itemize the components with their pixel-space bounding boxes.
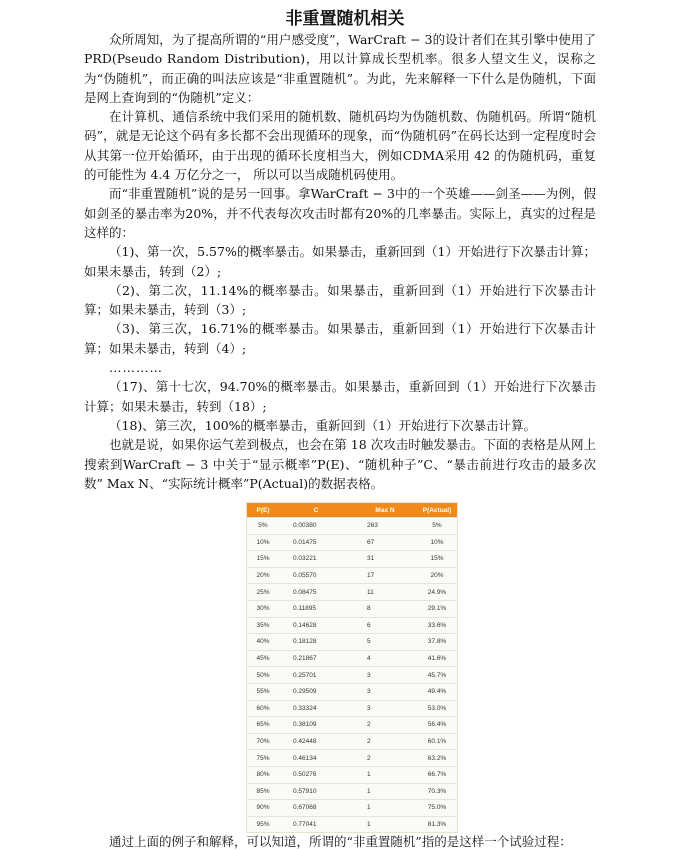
cell-pactual: 66.7% — [417, 766, 457, 783]
cell-c: 0.14628 — [279, 617, 353, 634]
cell-maxn: 11 — [353, 584, 417, 601]
cell-pe: 10% — [247, 534, 279, 551]
cell-maxn: 263 — [353, 518, 417, 535]
table-row — [247, 717, 457, 734]
table-row — [247, 750, 457, 767]
table-row — [247, 600, 457, 617]
probability-table — [247, 503, 457, 832]
table-row — [247, 534, 457, 551]
cell-pactual: 75.0% — [417, 800, 457, 817]
body-text — [84, 30, 596, 493]
cell-pactual: 15% — [417, 551, 457, 568]
cell-pe: 45% — [247, 650, 279, 667]
cell-pe: 65% — [247, 717, 279, 734]
cell-pactual: 29.1% — [417, 600, 457, 617]
table-row — [247, 551, 457, 568]
list-item: （2)、第二次，11.14%的概率暴击。如果暴击，重新回到（1）开始进行下次暴击计算；如果未暴击，转到（3）; — [84, 282, 596, 318]
closing-paragraph: 通过上面的例子和解释，可以知道，所谓的“非重置随机”指的是这样一个试验过程： — [109, 833, 572, 849]
list-item: （3)、第三次，16.71%的概率暴击。如果暴击，重新回到（1）开始进行下次暴击计算；如果未暴击，转到（4）; — [84, 321, 596, 356]
cell-maxn: 2 — [353, 733, 417, 750]
cell-pactual: 49.4% — [417, 683, 457, 700]
col-header-pactual: P(Actual) — [417, 503, 457, 518]
table-row — [247, 683, 457, 700]
cell-pactual: 60.1% — [417, 733, 457, 750]
cell-pactual: 56.4% — [417, 717, 457, 734]
cell-maxn: 1 — [353, 816, 417, 832]
cell-c: 0.25701 — [279, 667, 353, 684]
table-row — [247, 733, 457, 750]
cell-c: 0.01475 — [279, 534, 353, 551]
cell-c: 0.18128 — [279, 634, 353, 651]
table-row — [247, 816, 457, 832]
cell-maxn: 2 — [353, 750, 417, 767]
cell-c: 0.21867 — [279, 650, 353, 667]
cell-pe: 60% — [247, 700, 279, 717]
list-item: （18)、第三次，100%的概率暴击，重新回到（1）开始进行下次暴击计算。 — [109, 417, 536, 433]
col-header-pe: P(E) — [247, 503, 279, 518]
cell-pe: 30% — [247, 600, 279, 617]
cell-pe: 85% — [247, 783, 279, 800]
cell-pe: 80% — [247, 766, 279, 783]
cell-c: 0.67068 — [279, 800, 353, 817]
table-row — [247, 766, 457, 783]
paragraph: 而“非重置随机”说的是另一回事。拿WarCraft − 3中的一个英雄——剑圣——为例，假如剑圣的暴击率为20%，并不代表每次攻击时都有20%的几率暴击。实际上，真实的过程是这样的： — [84, 186, 596, 240]
cell-pe: 20% — [247, 567, 279, 584]
list-item: （1)、第一次，5.57%的概率暴击。如果暴击，重新回到（1）开始进行下次暴击计算；如果未暴击，转到（2）; — [84, 244, 596, 279]
cell-c: 0.29509 — [279, 683, 353, 700]
table-header-row — [247, 503, 457, 518]
table-row — [247, 667, 457, 684]
cell-maxn: 17 — [353, 567, 417, 584]
cell-pactual: 81.3% — [417, 816, 457, 832]
table-row — [247, 617, 457, 634]
cell-pe: 75% — [247, 750, 279, 767]
cell-pactual: 63.2% — [417, 750, 457, 767]
page-title: 非重置随机相关 — [285, 9, 405, 29]
cell-pactual: 20% — [417, 567, 457, 584]
cell-maxn: 3 — [353, 667, 417, 684]
cell-pactual: 37.8% — [417, 634, 457, 651]
cell-pe: 55% — [247, 683, 279, 700]
col-header-maxn: Max N — [353, 503, 417, 518]
table-row — [247, 700, 457, 717]
cell-maxn: 31 — [353, 551, 417, 568]
cell-pactual: 45.7% — [417, 667, 457, 684]
cell-maxn: 1 — [353, 783, 417, 800]
cell-pe: 15% — [247, 551, 279, 568]
cell-maxn: 3 — [353, 683, 417, 700]
ellipsis-line: ………… — [109, 360, 163, 376]
cell-c: 0.11895 — [279, 600, 353, 617]
cell-c: 0.46134 — [279, 750, 353, 767]
cell-pe: 35% — [247, 617, 279, 634]
table-row — [247, 518, 457, 535]
cell-pactual: 70.3% — [417, 783, 457, 800]
cell-c: 0.50276 — [279, 766, 353, 783]
table-row — [247, 650, 457, 667]
cell-pactual: 41.6% — [417, 650, 457, 667]
cell-c: 0.05570 — [279, 567, 353, 584]
paragraph: 众所周知，为了提高所谓的“用户感受度”，WarCraft − 3的设计者们在其引擎中使用了PRD(Pseudo Random Distribution)，用以计算成长型机率。很多人望文生义，误称之为“伪随机”，而正确的叫法应该是“非重置随机”。为此，先来解释一下什么是伪随机，下面是网上查询到的“伪随机”定义： — [84, 32, 596, 105]
cell-maxn: 1 — [353, 766, 417, 783]
table-row — [247, 584, 457, 601]
cell-pactual: 53.0% — [417, 700, 457, 717]
table-row — [247, 783, 457, 800]
table-row — [247, 567, 457, 584]
cell-c: 0.00380 — [279, 518, 353, 535]
cell-c: 0.33324 — [279, 700, 353, 717]
cell-pe: 5% — [247, 518, 279, 535]
cell-maxn: 8 — [353, 600, 417, 617]
cell-c: 0.77041 — [279, 816, 353, 832]
cell-c: 0.57910 — [279, 783, 353, 800]
cell-maxn: 6 — [353, 617, 417, 634]
cell-maxn: 1 — [353, 800, 417, 817]
cell-c: 0.03221 — [279, 551, 353, 568]
cell-pactual: 33.6% — [417, 617, 457, 634]
cell-pe: 70% — [247, 733, 279, 750]
cell-maxn: 67 — [353, 534, 417, 551]
cell-pe: 25% — [247, 584, 279, 601]
cell-pe: 40% — [247, 634, 279, 651]
col-header-c: C — [279, 503, 353, 518]
table-row — [247, 634, 457, 651]
cell-pe: 50% — [247, 667, 279, 684]
cell-pe: 95% — [247, 816, 279, 832]
cell-maxn: 5 — [353, 634, 417, 651]
cell-maxn: 3 — [353, 700, 417, 717]
cell-maxn: 2 — [353, 717, 417, 734]
paragraph: 在计算机、通信系统中我们采用的随机数、随机码均为伪随机数、伪随机码。所谓“随机码”，就是无论这个码有多长都不会出现循环的现象，而“伪随机码”在码长达到一定程度时会从其第一位开始循环，由于出现的循环长度相当大，例如CDMA采用 42 的伪随机码，重复的可能性为 4.4 万亿分之一， 所以可以当成随机码使用。 — [84, 109, 596, 183]
cell-pactual: 24.9% — [417, 584, 457, 601]
cell-pe: 90% — [247, 800, 279, 817]
cell-maxn: 4 — [353, 650, 417, 667]
cell-c: 0.42448 — [279, 733, 353, 750]
cell-c: 0.08475 — [279, 584, 353, 601]
cell-c: 0.38109 — [279, 717, 353, 734]
list-item: （17)、第十七次，94.70%的概率暴击。如果暴击，重新回到（1）开始进行下次暴击计算；如果未暴击，转到（18）; — [84, 379, 596, 414]
cell-pactual: 10% — [417, 534, 457, 551]
table-row — [247, 800, 457, 817]
cell-pactual: 5% — [417, 518, 457, 535]
paragraph: 也就是说，如果你运气差到极点，也会在第 18 次攻击时触发暴击。下面的表格是从网上搜索到WarCraft − 3 中关于“显示概率”P(E)、“随机种子”C、“暴击前进行攻击的最多次数” Max N、“实际统计概率”P(Actual)的数据表格。 — [84, 437, 596, 491]
